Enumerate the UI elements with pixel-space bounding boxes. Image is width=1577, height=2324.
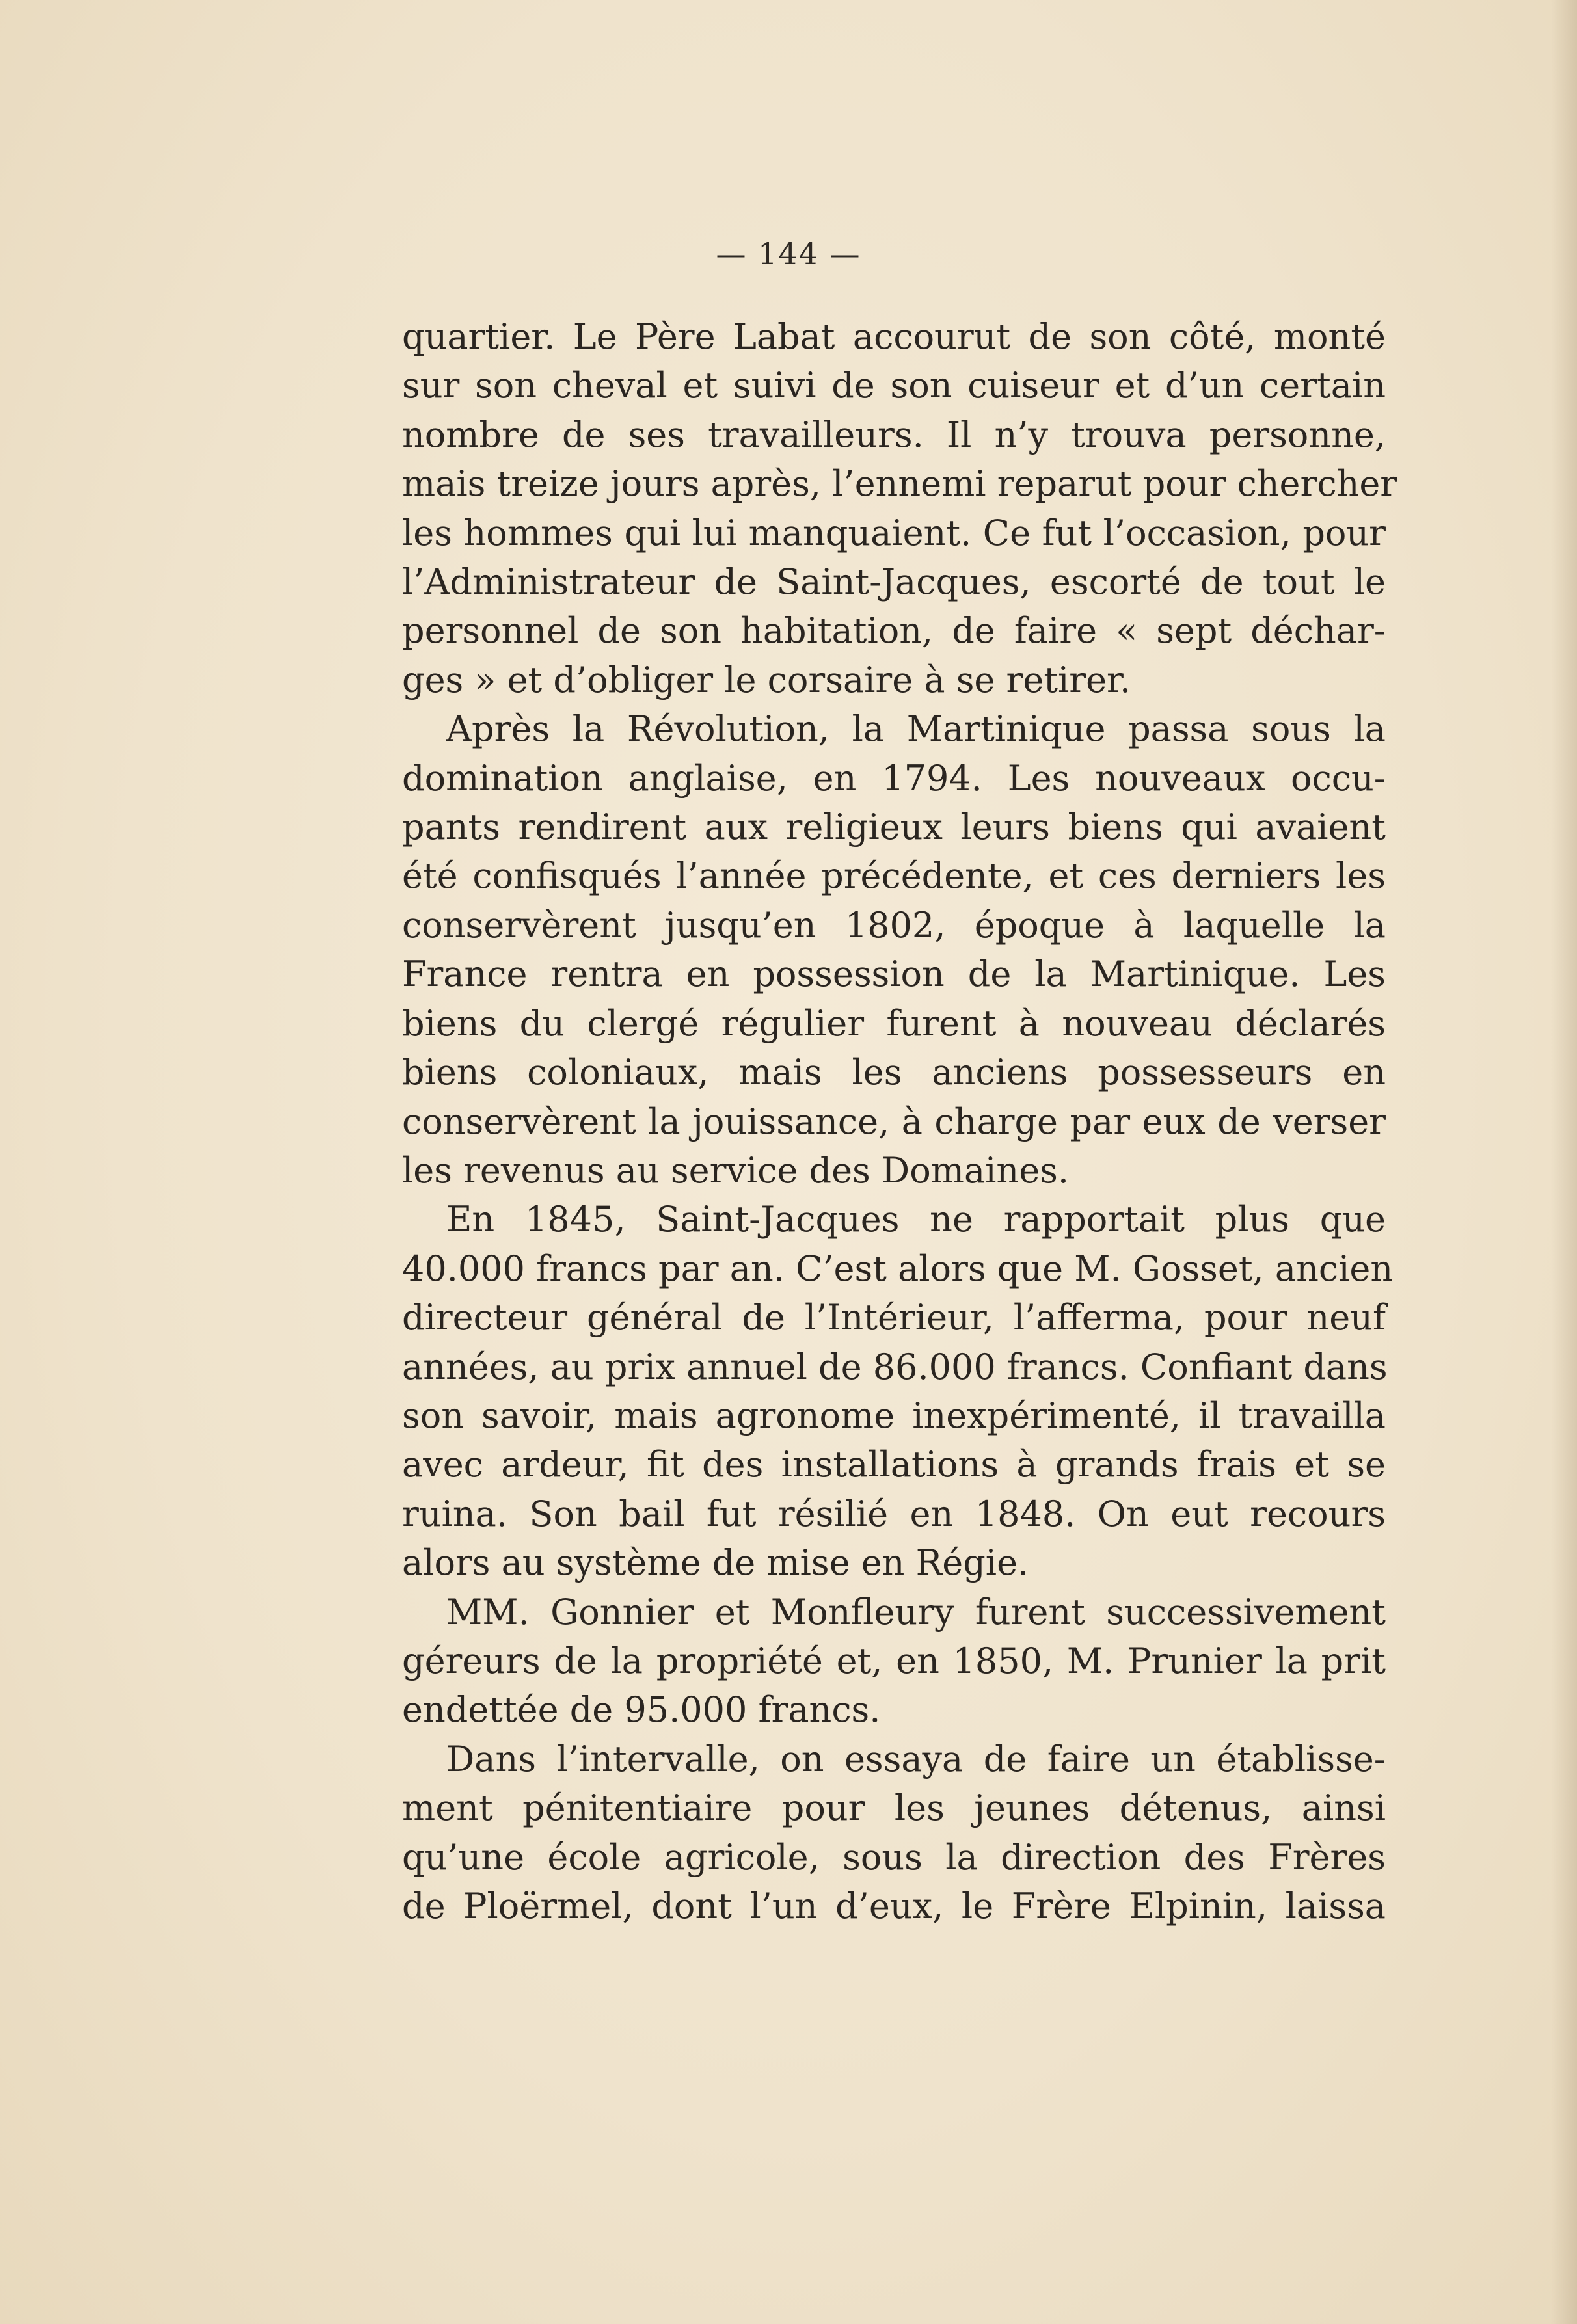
text-line: avec ardeur, fit des installations à grands frais et se — [402, 1444, 1386, 1486]
text-line: son savoir, mais agronome inexpérimenté, il travailla — [402, 1395, 1386, 1436]
text-line: MM. Gonnier et Monfleury furent successivement — [446, 1591, 1386, 1633]
text-line: mais treize jours après, l’ennemi reparut pour chercher — [402, 463, 1397, 505]
text-line: ment pénitentiaire pour les jeunes détenus, ainsi — [402, 1787, 1386, 1829]
paragraph-5 — [402, 1735, 1386, 1931]
text-line: quartier. Le Père Labat accourut de son côté, monté — [402, 316, 1386, 357]
text-line: endettée de 95.000 francs. — [402, 1689, 881, 1731]
body-text — [402, 312, 1397, 1930]
text-line: Après la Révolution, la Martinique passa sous la — [446, 708, 1386, 750]
text-line: ruina. Son bail fut résilié en 1848. On eut recours — [402, 1493, 1386, 1534]
paragraph-2 — [402, 704, 1386, 1195]
text-line: qu’une école agricole, sous la direction des Frères — [402, 1836, 1386, 1878]
text-line: biens du clergé régulier furent à nouveau déclarés — [402, 1002, 1386, 1044]
text-line: conservèrent jusqu’en 1802, époque à laquelle la — [402, 904, 1386, 946]
paragraph-1 — [402, 312, 1397, 704]
text-line: pants rendirent aux religieux leurs biens qui avaient — [402, 807, 1386, 848]
text-line: domination anglaise, en 1794. Les nouveaux occu- — [402, 757, 1386, 799]
text-line: En 1845, Saint-Jacques ne rapportait plus que — [446, 1199, 1386, 1240]
text-line: directeur général de l’Intérieur, l’afferma, pour neuf — [402, 1297, 1386, 1339]
text-line: sur son cheval et suivi de son cuiseur et d’un certain — [402, 365, 1386, 407]
text-line: conservèrent la jouissance, à charge par eux de verser — [402, 1101, 1386, 1142]
text-line: nombre de ses travailleurs. Il n’y trouva personne, — [402, 414, 1386, 455]
text-line: Dans l’intervalle, on essaya de faire un établisse- — [446, 1738, 1386, 1780]
text-line: de Ploërmel, dont l’un d’eux, le Frère Elpinin, laissa — [402, 1886, 1386, 1927]
page-edge-shadow — [1551, 0, 1577, 2324]
text-line: France rentra en possession de la Martinique. Les — [402, 954, 1386, 995]
paragraph-4 — [402, 1588, 1386, 1735]
text-line: ges » et d’obliger le corsaire à se retirer. — [402, 659, 1131, 701]
page-number: — 144 — — [716, 236, 861, 271]
text-line: les revenus au service des Domaines. — [402, 1149, 1070, 1191]
text-line: l’Administrateur de Saint-Jacques, escorté de tout le — [402, 561, 1386, 603]
text-line: alors au système de mise en Régie. — [402, 1542, 1029, 1584]
text-line: géreurs de la propriété et, en 1850, M. Prunier la prit — [402, 1640, 1386, 1681]
paragraph-3 — [402, 1195, 1394, 1587]
text-line: 40.000 francs par an. C’est alors que M. Gosset, ancien — [402, 1248, 1394, 1289]
text-line: années, au prix annuel de 86.000 francs. Confiant dans — [402, 1346, 1388, 1387]
text-line: été confisqués l’année précédente, et ces derniers les — [402, 855, 1386, 897]
text-line: les hommes qui lui manquaient. Ce fut l’occasion, pour — [402, 512, 1386, 554]
text-line: biens coloniaux, mais les anciens possesseurs en — [402, 1052, 1386, 1093]
text-line: personnel de son habitation, de faire « sept déchar- — [402, 610, 1386, 652]
